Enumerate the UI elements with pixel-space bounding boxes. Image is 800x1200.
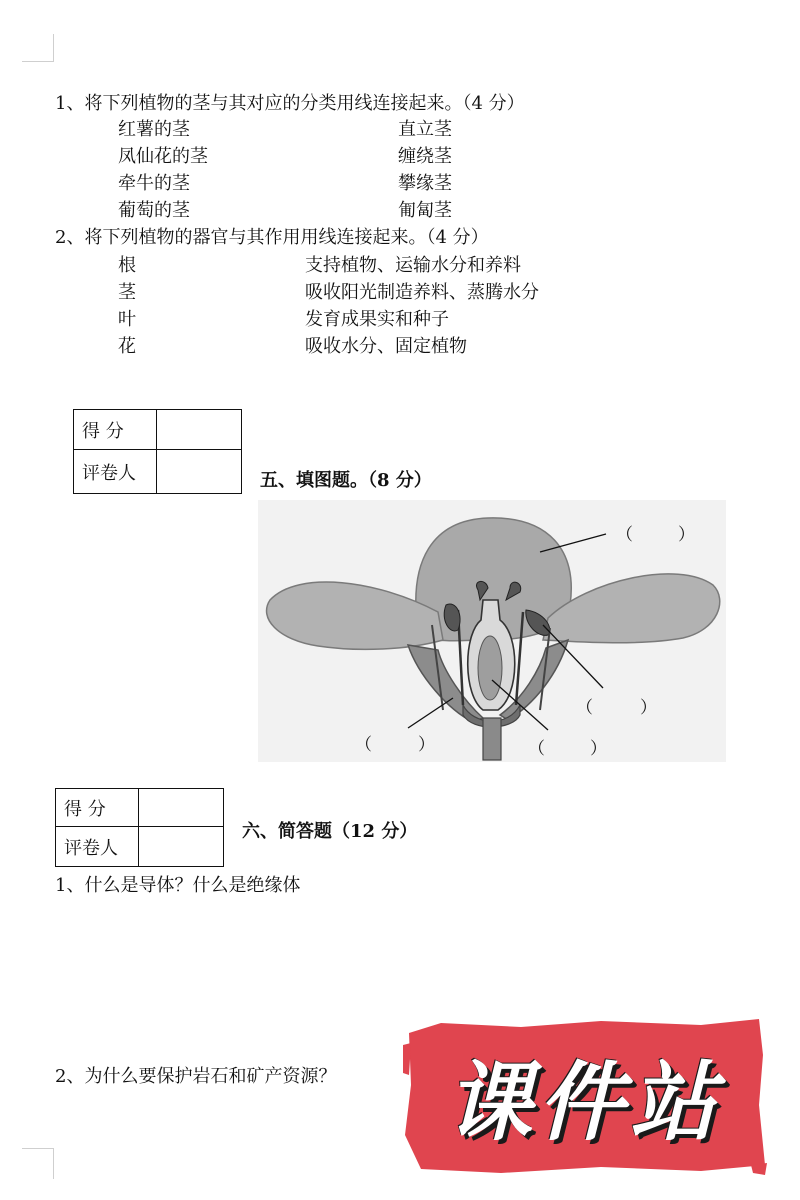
grader-label: 评卷人 [56, 827, 139, 867]
leader-line-sepal [408, 698, 453, 728]
flower-diagram [258, 500, 726, 762]
stem-right-item: 攀缘茎 [398, 173, 452, 194]
label-paren-close: ） [590, 739, 607, 759]
organ-right-item: 支持植物、运输水分和养料 [305, 255, 521, 276]
grader-label: 评卷人 [74, 450, 157, 494]
stem-left-item: 葡萄的茎 [118, 200, 190, 221]
organ-left-item: 花 [118, 336, 136, 357]
organ-right-item: 发育成果实和种子 [305, 309, 449, 330]
stem-right-item: 匍匐茎 [398, 200, 452, 221]
organ-left-item: 根 [118, 255, 136, 276]
grader-blank-cell[interactable] [157, 450, 242, 494]
organ-right-item: 吸收阳光制造养料、蒸腾水分 [305, 282, 539, 303]
score-box [73, 409, 242, 494]
label-paren-close: ） [678, 525, 695, 545]
organ-right-item: 吸收水分、固定植物 [305, 336, 467, 357]
label-paren-open: （ [616, 525, 633, 545]
stem-left-item: 红薯的茎 [118, 119, 190, 140]
short-answer-question-2: 2、为什么要保护岩石和矿产资源？ [55, 1066, 337, 1087]
label-paren-open: （ [576, 698, 593, 718]
label-paren-close: ） [418, 735, 435, 755]
score-label: 得 分 [56, 789, 139, 827]
question-stem-match-title: 1、将下列植物的茎与其对应的分类用线连接起来。（4 分） [55, 93, 525, 114]
score-blank-cell[interactable] [157, 410, 242, 450]
label-paren-open: （ [528, 739, 545, 759]
grader-blank-cell[interactable] [139, 827, 224, 867]
watermark-text: 课件站 [446, 1053, 722, 1153]
question-organ-match-title: 2、将下列植物的器官与其作用用线连接起来。（4 分） [55, 227, 489, 248]
flower-illustration [258, 500, 726, 762]
section-six-title: 六、简答题（12 分） [242, 821, 418, 842]
page-corner-mark-bottom [22, 1148, 54, 1179]
organ-left-item: 茎 [118, 282, 136, 303]
watermark-stamp [401, 1015, 767, 1175]
organ-left-item: 叶 [118, 309, 136, 330]
page-corner-mark-top [22, 34, 54, 62]
section-five-title: 五、填图题。（8 分） [260, 470, 432, 491]
stem-right-item: 直立茎 [398, 119, 452, 140]
short-answer-question-1: 1、什么是导体？什么是绝缘体 [55, 875, 301, 896]
score-box [55, 788, 224, 867]
ovary [478, 636, 502, 700]
score-label: 得 分 [74, 410, 157, 450]
label-paren-open: （ [355, 735, 372, 755]
score-blank-cell[interactable] [139, 789, 224, 827]
stem-left-item: 牵牛的茎 [118, 173, 190, 194]
label-paren-close: ） [640, 698, 657, 718]
stem-right-item: 缠绕茎 [398, 146, 452, 167]
flower-stalk [483, 718, 501, 760]
stem-left-item: 凤仙花的茎 [118, 146, 208, 167]
